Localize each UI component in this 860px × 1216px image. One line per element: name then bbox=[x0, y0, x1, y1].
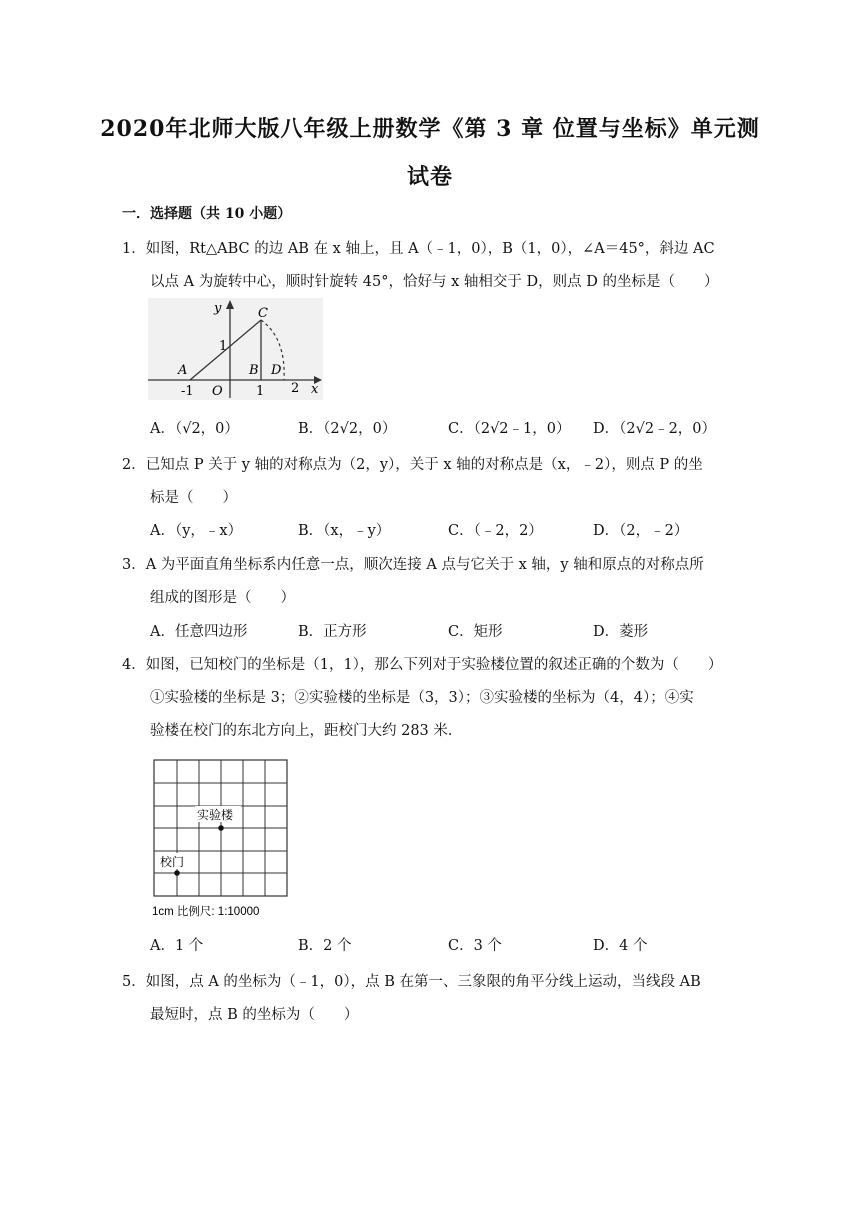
q5-text-line-1: 5．如图，点 A 的坐标为（﹣1，0），点 B 在第一、三象限的角平分线上运动，当线段 AB bbox=[122, 974, 701, 990]
q4-option-a: A．1 个 bbox=[150, 938, 204, 954]
label-a: A bbox=[178, 363, 188, 378]
q3-text-line-2: 组成的图形是（ ） bbox=[150, 590, 295, 606]
label-x-one: 1 bbox=[256, 384, 265, 399]
label-y-one: 1 bbox=[219, 339, 228, 354]
q3-option-c: C．矩形 bbox=[448, 624, 503, 640]
q1-option-d: D．（2√2﹣2，0） bbox=[593, 421, 717, 437]
label-school-gate: 校门 bbox=[160, 855, 185, 869]
q4-text-line-2: ①实验楼的坐标是 3；②实验楼的坐标是（3，3）；③实验楼的坐标为（4，4）；④实 bbox=[150, 690, 694, 706]
label-scale: 1cm 比例尺: 1:10000 bbox=[152, 906, 260, 918]
label-y: y bbox=[214, 301, 222, 316]
q1-text-line-2: 以点 A 为旋转中心，顺时针旋转 45°，恰好与 x 轴相交于 D，则点 D 的坐标是（ ） bbox=[150, 274, 719, 290]
lab-building-point bbox=[218, 825, 224, 831]
label-x: x bbox=[311, 382, 319, 397]
q1-triangle-figure bbox=[148, 298, 323, 400]
section-heading: 一．选择题（共 10 小题） bbox=[122, 206, 292, 222]
q4-text-line-3: 验楼在校门的东北方向上，距校门大约 283 米． bbox=[150, 723, 463, 739]
label-neg-one: -1 bbox=[181, 384, 194, 399]
q2-option-a: A．（y，﹣x） bbox=[150, 523, 243, 539]
label-two: 2 bbox=[291, 381, 300, 396]
label-lab-building: 实验楼 bbox=[197, 808, 234, 822]
q3-option-b: B．正方形 bbox=[298, 624, 367, 640]
q4-grid-map-figure bbox=[150, 758, 290, 920]
q3-option-a: A．任意四边形 bbox=[150, 624, 248, 640]
q1-text-line-1: 1．如图，Rt△ABC 的边 AB 在 x 轴上，且 A（﹣1，0），B（1，0），∠A＝45°，斜边 AC bbox=[122, 241, 715, 257]
q3-option-d: D．菱形 bbox=[593, 624, 649, 640]
q2-option-c: C．（﹣2，2） bbox=[448, 523, 543, 539]
q1-option-a: A．（√2，0） bbox=[150, 421, 239, 437]
label-d: D bbox=[271, 363, 282, 378]
q2-text-line-1: 2．已知点 P 关于 y 轴的对称点为（2，y），关于 x 轴的对称点是（x，﹣2），则点 P 的坐 bbox=[122, 457, 703, 473]
page-title-line-2: 试卷 bbox=[406, 164, 453, 190]
q4-option-d: D．4 个 bbox=[593, 938, 648, 954]
label-c: C bbox=[258, 306, 268, 321]
q2-option-b: B．（x，﹣y） bbox=[298, 523, 391, 539]
q3-text-line-1: 3．A 为平面直角坐标系内任意一点，顺次连接 A 点与它关于 x 轴，y 轴和原点的对称点所 bbox=[122, 557, 704, 573]
label-b: B bbox=[249, 363, 259, 378]
q5-text-line-2: 最短时，点 B 的坐标为（ ） bbox=[150, 1007, 359, 1023]
q2-text-line-2: 标是（ ） bbox=[150, 490, 237, 506]
q1-option-c: C．（2√2﹣1，0） bbox=[448, 421, 571, 437]
label-origin: O bbox=[212, 384, 223, 399]
school-gate-point bbox=[174, 870, 180, 876]
page-title-line-1: 2020年北师大版八年级上册数学《第 3 章 位置与坐标》单元测 bbox=[100, 116, 760, 142]
q2-option-d: D．（2，﹣2） bbox=[593, 523, 689, 539]
q1-option-b: B．（2√2，0） bbox=[298, 421, 397, 437]
q4-option-b: B．2 个 bbox=[298, 938, 352, 954]
q4-option-c: C．3 个 bbox=[448, 938, 502, 954]
q4-text-line-1: 4．如图，已知校门的坐标是（1，1），那么下列对于实验楼位置的叙述正确的个数为（ ） bbox=[122, 657, 723, 673]
